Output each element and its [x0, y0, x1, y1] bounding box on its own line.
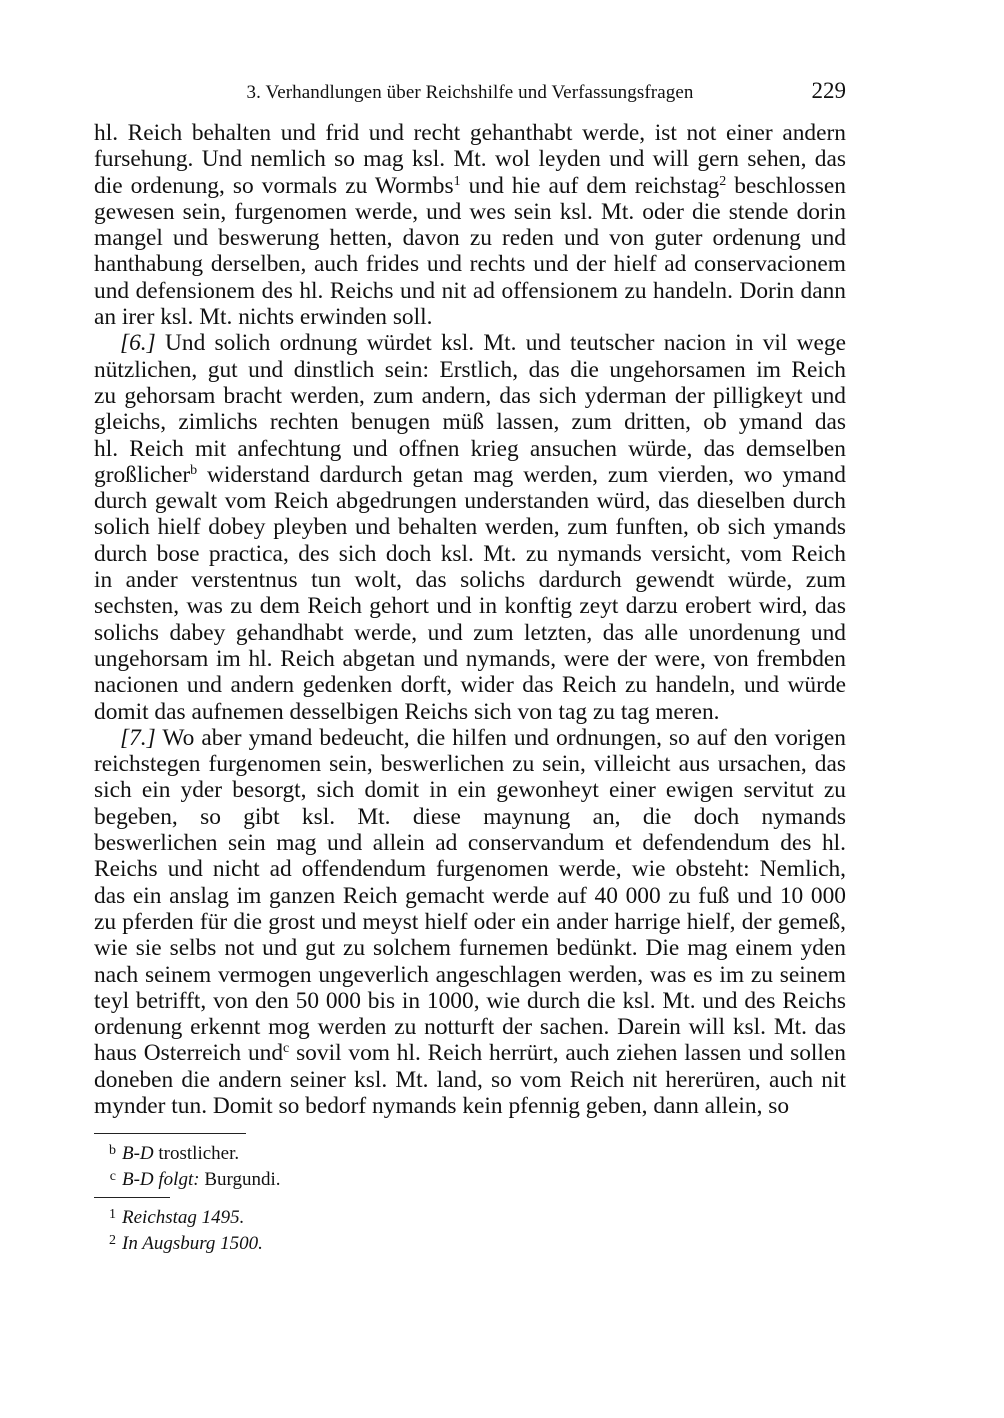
- section-number: [6.]: [120, 330, 156, 357]
- line-text: ungehorsam im hl. Reich abgetan und nymands, were der were, von frembden: [94, 645, 846, 672]
- line-text: wie sie selbs not und gut zu solchem furnemen bedünkt. Die mag einem yden: [94, 935, 846, 962]
- running-head: [94, 80, 846, 110]
- text-line: [94, 251, 846, 277]
- line-text: zu gehorsam bracht werden, zum andern, das sich yderman der pilligkeyt und: [94, 382, 846, 409]
- line-text: Reichs und nicht ad offendendum furgenomen werde, wie obsteht: Nemlich,: [94, 856, 846, 883]
- text-line: [94, 120, 846, 146]
- footnote-number: 2: [109, 1233, 116, 1248]
- text-line: [94, 383, 846, 409]
- page-number: 229: [811, 78, 846, 103]
- text-line: [94, 593, 846, 619]
- line-text: und defensionem des hl. Reichs und nit ad offensionem zu handeln. Dorin dann: [94, 277, 846, 304]
- note-label: folgt:: [153, 1169, 200, 1190]
- text-line: [94, 620, 846, 646]
- line-text: hl. Reich behalten und frid und recht gehanthabt werde, ist not einer andern: [94, 120, 846, 146]
- variant-notes: [94, 1139, 281, 1191]
- text-line: [94, 856, 846, 882]
- text-line: [94, 830, 846, 856]
- line-text: mangel und beswerung hetten, davon zu reden und von guter ordenung und: [94, 225, 846, 252]
- line-text: beswerlichen sein mag und allein ad conservandum et defendendum des hl.: [94, 830, 846, 857]
- text-line: [94, 699, 846, 725]
- paragraph: [94, 120, 846, 330]
- text-line: [94, 1093, 846, 1119]
- section-number: [7.]: [120, 724, 156, 751]
- line-text: hl. Reich mit anfechtung und offnen krieg ansuchen würde, das demselben: [94, 435, 846, 462]
- text-line: [94, 436, 846, 462]
- text-segment: die ordenung, so vormals zu Wormbs: [94, 172, 454, 199]
- text-segment: großlicher: [94, 461, 191, 488]
- running-title: 3. Verhandlungen über Reichshilfe und Verfassungsfragen: [246, 82, 694, 103]
- footnote-text: In Augsburg 1500.: [122, 1233, 263, 1254]
- text-line: [94, 409, 846, 435]
- text-line: [94, 672, 846, 698]
- line-text: hanthabung derselben, auch frides und rechts und der hielf ad conservacionem: [94, 251, 846, 278]
- footnote: [94, 1229, 263, 1255]
- text-line: [94, 646, 846, 672]
- line-text: zu pferden für die grost und meyst hielf oder ein ander harrige hielf, der gemeß,: [94, 908, 846, 935]
- text-line: [94, 1040, 846, 1066]
- note-text: Burgundi.: [199, 1169, 281, 1190]
- text-line: [94, 1067, 846, 1093]
- line-text: begeben, so gibt ksl. Mt. diese maynung an, die doch nymands: [94, 803, 846, 830]
- text-line: [94, 304, 846, 330]
- line-text: durch gewalt vom Reich abgedrungen understanden würd, das dieselben durch: [94, 488, 846, 515]
- text-line: [94, 909, 846, 935]
- line-text: reichstegen furgenomen sein, beswerlichen zu sein, villeicht aus ursachen, das: [94, 751, 846, 778]
- line-text: an irer ksl. Mt. nichts erwinden soll.: [94, 304, 433, 331]
- text-line: [94, 278, 846, 304]
- text-line: [94, 804, 846, 830]
- note-text: trostlicher.: [153, 1143, 240, 1164]
- line-text: solichs dabey gehandhabt werde, und zum letzten, das alle unordenung und: [94, 619, 846, 646]
- text-line: [94, 725, 846, 751]
- note-reference: 2: [719, 173, 727, 189]
- line-text: Und solich ordnung würdet ksl. Mt. und teutscher nacion in vil wege: [155, 330, 846, 357]
- text-line: [94, 330, 846, 356]
- text-line: [94, 225, 846, 251]
- line-text: sechsten, was zu dem Reich gehort und in konftig zeyt darzu erobert wird, das: [94, 593, 846, 620]
- footnotes: [94, 1203, 263, 1255]
- text-line: [94, 357, 846, 383]
- line-text: ordenung erkennt mog werden zu notturft der sachen. Darein will ksl. Mt. das: [94, 1014, 846, 1041]
- text-line: [94, 883, 846, 909]
- footnotes-rule: [94, 1197, 170, 1198]
- note-mark: b: [109, 1143, 116, 1158]
- line-text: durch bose practica, des sich doch ksl. Mt. zu nymands versicht, vom Reich: [94, 540, 846, 567]
- note-reference: b: [190, 462, 198, 478]
- paragraph: [94, 725, 846, 1119]
- text-segment: haus Osterreich und: [94, 1040, 284, 1067]
- line-text: gewesen sein, furgenomen werde, und wes sein ksl. Mt. oder die stende dorin: [94, 198, 846, 225]
- line-text: solich hielf dobey pleyben und behalten werden, zum funften, ob sich ymands: [94, 514, 846, 541]
- footnote: [94, 1203, 263, 1229]
- line-text: nach seinem vermogen ungeverlich angeschlagen werden, was es im zu seinem: [94, 961, 846, 988]
- siglum: B-D: [122, 1143, 154, 1164]
- text-segment: beschlossen: [726, 172, 846, 199]
- text-line: [94, 1014, 846, 1040]
- text-segment: und hie auf dem reichstag: [460, 172, 720, 199]
- text-segment: widerstand dardurch getan mag werden, zum vierden, wo ymand: [197, 461, 846, 488]
- text-line: [94, 777, 846, 803]
- line-text: doneben die andern seiner ksl. Mt. land, so vom Reich nit hererüren, auch nit: [94, 1066, 846, 1093]
- line-text: gleichs, zimlichs rechten benugen müß lassen, zum dritten, ob ymand das: [94, 409, 846, 436]
- text-line: [94, 751, 846, 777]
- text-line: [94, 462, 846, 488]
- line-text: fursehung. Und nemlich so mag ksl. Mt. wol leyden und will gern sehen, das: [94, 146, 846, 173]
- text-line: [94, 514, 846, 540]
- line-text: domit das aufnemen desselbigen Reichs sich von tag zu tag meren.: [94, 698, 720, 725]
- line-text: nützlichen, gut und dinstlich sein: Erstlich, das die ungehorsamen im Reich: [94, 356, 846, 383]
- text-line: [94, 567, 846, 593]
- text-line: [94, 199, 846, 225]
- line-text: teyl betrifft, von den 50 000 bis in 1000, wie durch die ksl. Mt. und des Reichs: [94, 987, 846, 1014]
- footnote-text: Reichstag 1495.: [122, 1207, 245, 1228]
- variant-notes-rule: [94, 1133, 246, 1134]
- text-segment: sovil vom hl. Reich herrürt, auch ziehen lassen und sollen: [289, 1040, 846, 1067]
- siglum: B-D: [122, 1169, 154, 1190]
- line-text: das ein anslag im ganzen Reich gemacht werde auf 40 000 zu fuß und 10 000: [94, 882, 846, 909]
- line-text: sich ein yder besorgt, sich domit in ein gewonheyt einer ewigen servitut zu: [94, 777, 846, 804]
- line-text: nacionen und andern gedenken dorft, wider das Reich zu handeln, und würde: [94, 672, 846, 699]
- text-line: [94, 488, 846, 514]
- note-mark: c: [109, 1169, 116, 1184]
- footnote-number: 1: [109, 1207, 116, 1222]
- line-text: mynder tun. Domit so bedorf nymands kein pfennig geben, dann allein, so: [94, 1092, 790, 1119]
- variant-note: [94, 1165, 281, 1191]
- paragraph: [94, 330, 846, 724]
- text-line: [94, 173, 846, 199]
- variant-note: [94, 1139, 281, 1165]
- text-line: [94, 988, 846, 1014]
- text-line: [94, 541, 846, 567]
- note-reference: c: [283, 1041, 290, 1057]
- text-line: [94, 146, 846, 172]
- text-line: [94, 935, 846, 961]
- note-reference: 1: [453, 173, 461, 189]
- line-text: in ander verstentnus tun wolt, das solichs dardurch gewendt würde, zum: [94, 567, 846, 594]
- line-text: Wo aber ymand bedeucht, die hilfen und ordnungen, so auf den vorigen: [155, 724, 846, 751]
- main-text: [94, 120, 846, 1119]
- text-line: [94, 962, 846, 988]
